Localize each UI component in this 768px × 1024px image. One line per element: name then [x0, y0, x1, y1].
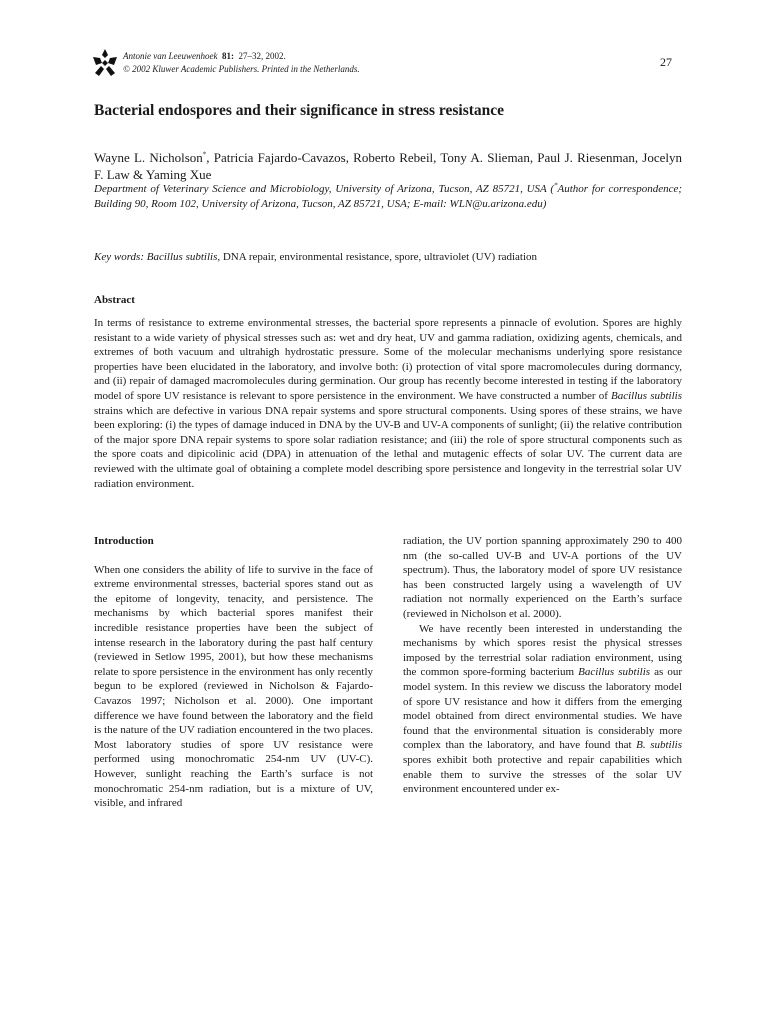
author-list: [94, 149, 682, 183]
journal-citation: [123, 50, 360, 76]
abstract-species: Bacillus subtilis: [611, 389, 683, 402]
journal-line-1: [123, 50, 360, 63]
keywords-label: Key words:: [94, 251, 145, 263]
page-number: 27: [660, 55, 672, 69]
introduction-heading: Introduction: [94, 535, 154, 547]
right-column: [403, 534, 682, 797]
keywords: [94, 250, 682, 264]
journal-name: Antonie van Leeuwenhoek: [123, 51, 218, 61]
abstract-part-2: strains which are defective in various DNA repair systems and spore structural components. Using spores of these strains, we have been exploring: (i) the types of damage induced in DNA by the UV-B and UV-A components of sunlight; (ii) the relative contribution of the major spore DNA repair systems to spore solar radiation resistance; and (iii) the role of spore structural components such as the spore coats and dipicolinic acid (DPA) in attenuation of the lethal and mutagenic effects of solar UV. The current data are reviewed with the ultimate goal of obtaining a complete model describing spore persistence and longevity in the terrestrial solar UV radiation environment.: [94, 404, 682, 490]
introduction-paragraph-1-continued: radiation, the UV portion spanning approximately 290 to 400 nm (the so-called UV-B and UV-A portions of the UV spectrum). Thus, the laboratory model of spore UV resistance has been constructed largely using a wavelength of UV radiation not normally experienced on the Earth’s surface (reviewed in Nicholson et al. 2000).: [403, 535, 682, 620]
author-affiliation: [94, 182, 682, 211]
para2-species: Bacillus subtilis: [578, 666, 651, 679]
first-author: Wayne L. Nicholson: [94, 150, 203, 165]
para2-species-abbrev: B. subtilis: [636, 739, 682, 752]
journal-volume: 81:: [221, 51, 234, 61]
journal-pages-year: 27–32, 2002.: [238, 51, 286, 61]
journal-copyright: © 2002 Kluwer Academic Publishers. Printed in the Netherlands.: [123, 64, 360, 74]
affiliation-correspondence: Author for correspondence; Building 90, Room 102, University of Arizona, Tucson, AZ 85721, USA; E-mail: WLN@u.arizona.edu): [94, 183, 683, 210]
publisher-logo-icon: [93, 49, 117, 77]
affiliation-department: Department of Veterinary Science and Microbiology, University of Arizona, Tucson, AZ 85721, USA (: [94, 183, 555, 195]
introduction-paragraph-1: When one considers the ability of life to survive in the face of extreme environmental stresses, bacterial spores stand out as the epitome of longevity, tenacity, and persistence. The mechanisms by which bacterial spores manifest their incredible resistance properties have been the subject of intense research in the laboratory during the past half century (reviewed in Setlow 1995, 2001), but how these mechanisms relate to spore persistence in the environment has only recently begun to be explored (reviewed in Nicholson & Fajardo-Cavazos 1997; Nicholson et al. 2000). One important difference we have found between the laboratory and the field is the nature of the UV radiation encountered in the two places. Most laboratory studies of spore UV resistance were performed using monochromatic 254-nm UV (UV-C). However, sunlight reaching the Earth’s surface is not monochromatic 254-nm radiation, but is a mixture of UV, visible, and infrared: [94, 563, 373, 810]
affiliation-mark: *: [554, 181, 558, 190]
para2-part-c: spores exhibit both protective and repair capabilities which enable them to survive the stresses of the solar UV environment encountered under ex-: [403, 753, 682, 796]
abstract-heading: Abstract: [94, 294, 135, 306]
article-title: Bacterial endospores and their significance in stress resistance: [94, 102, 505, 119]
introduction-paragraph-2: [403, 622, 682, 797]
para2-part-b: as our model system. In this review we discuss the laboratory model of spore UV resistance and how it differs from the emerging model obtained from direct environmental studies. We have found that the environmental situation is considerably more complex than the laboratory, and have found that: [403, 666, 682, 752]
abstract-text: [94, 316, 682, 491]
para2-part-a: We have recently been interested in understanding the mechanisms by which spores resist the physical stresses imposed by the terrestrial solar radiation environment, using the common spore-forming bacterium: [403, 622, 682, 679]
left-column: [94, 534, 373, 811]
corresponding-author-mark: *: [202, 150, 207, 159]
coauthors: , Patricia Fajardo-Cavazos, Roberto Rebeil, Tony A. Slieman, Paul J. Riesenman, Jocelyn F. Law & Yaming Xue: [94, 150, 682, 182]
abstract-part-1: In terms of resistance to extreme environmental stresses, the bacterial spore represents a pinnacle of evolution. Spores are highly resistant to a wide variety of physical stresses such as: wet and dry heat, UV and gamma radiation, oxidizing agents, chemicals, and extremes of both vacuum and ultrahigh hydrostatic pressure. Some of the molecular mechanisms underlying spore resistance properties have been elucidated in the laboratory, and involve both: (i) protection of vital spore macromolecules during dormancy, and (ii) repair of damaged macromolecules during germination. Our group has recently become interested in testing if the laboratory model of spore UV resistance is relevant to spore persistence in the environment. We have constructed a number of: [94, 317, 682, 402]
keyword-species: Bacillus subtilis: [146, 251, 218, 263]
keywords-list: , DNA repair, environmental resistance, spore, ultraviolet (UV) radiation: [217, 251, 538, 263]
